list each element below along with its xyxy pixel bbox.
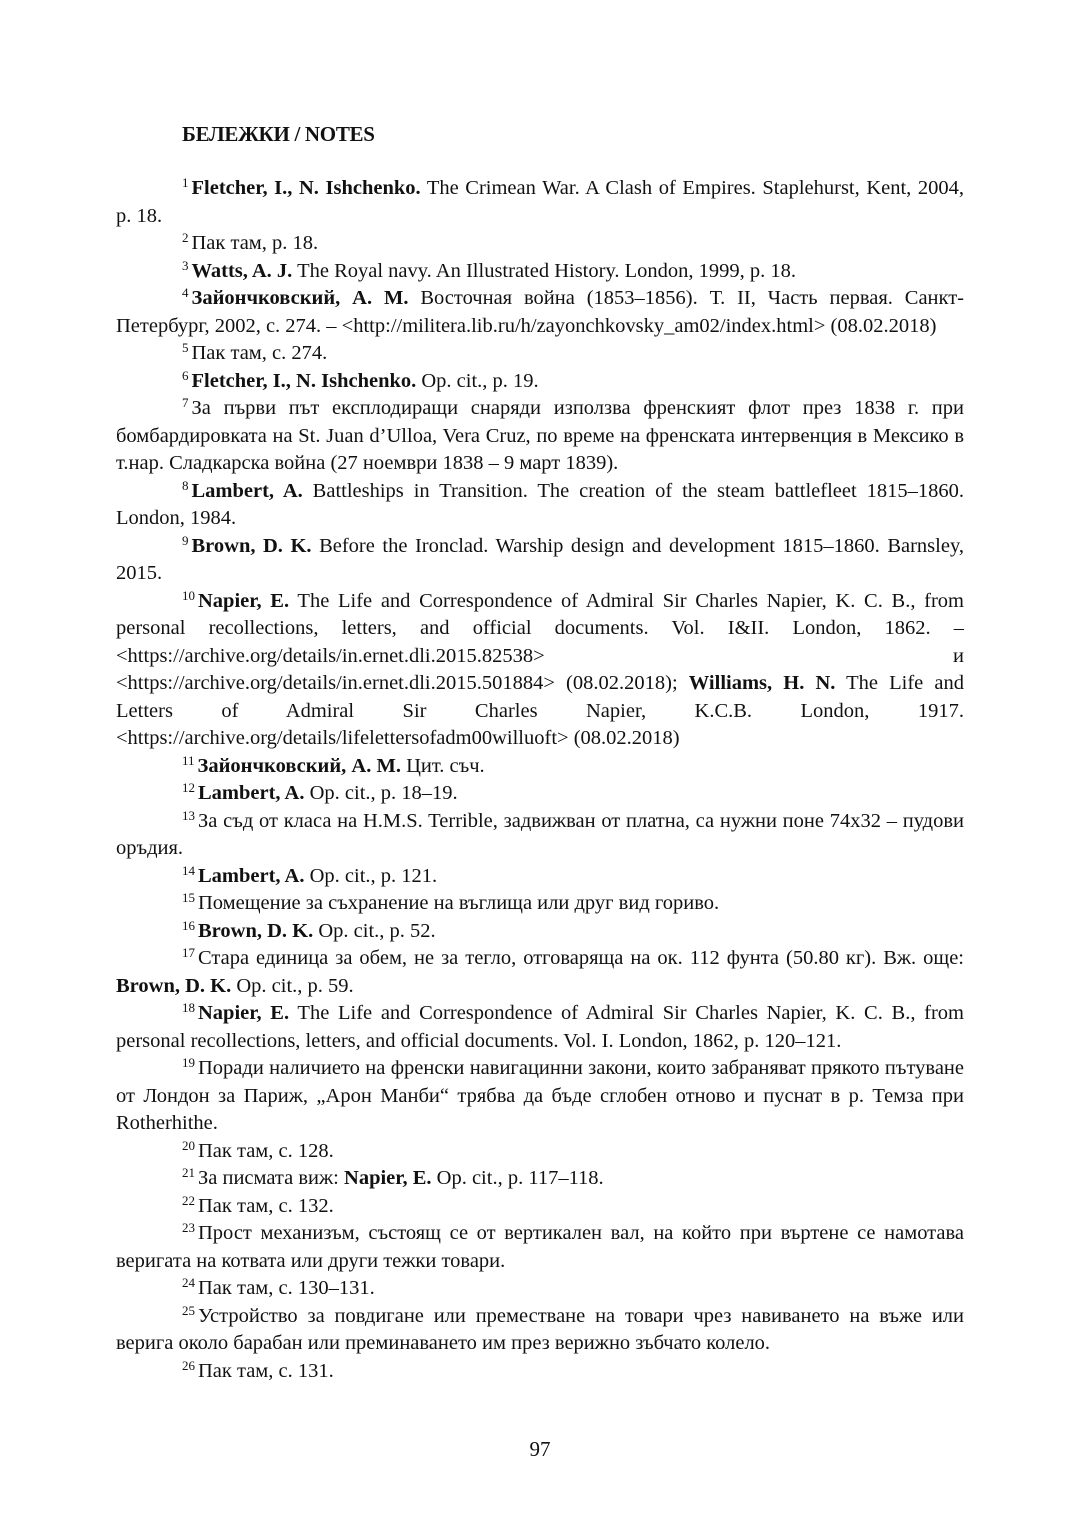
- note-text: The Life and Correspondence of Admiral Sir Charles Napier, K. C. B., from personal recollections, letters, and official documents. Vol. I&II. London, 1862. – <https://archive.org/details/in.ernet.dli.2015.82538> и <https://archive.org/details/in.ernet.dli.2015.501884> (08.02.2018);: [116, 589, 965, 694]
- note-number: 15: [182, 890, 195, 905]
- note-text-second: Op. cit., p. 117–118.: [431, 1167, 604, 1189]
- note-number: 20: [182, 1137, 195, 1153]
- note-1: [116, 175, 964, 230]
- note-author: Brown, D. K.: [198, 919, 314, 942]
- note-text: Стара единица за обем, не за тегло, отговаряща на ок. 112 фунта (50.80 кг). Вж. още:: [198, 947, 964, 969]
- note-text: Battleships in Transition. The creation of the steam battlefleet 1815–1860. London, 1984.: [116, 479, 964, 529]
- note-number: 26: [182, 1357, 195, 1373]
- note-5: [116, 340, 964, 368]
- note-author: Зайончковский, А. М.: [197, 754, 401, 777]
- note-15: [116, 890, 964, 918]
- note-20: [116, 1138, 964, 1166]
- note-12: [116, 780, 964, 808]
- note-text: За съд от класа на H.M.S. Terrible, задвижван от платна, са нужни поне 74х32 – пудови оръдия.: [116, 809, 964, 859]
- note-8: [116, 478, 964, 533]
- note-number: 11: [182, 752, 195, 768]
- note-text: Пак там, с. 128.: [198, 1139, 334, 1162]
- note-24: [116, 1275, 964, 1303]
- note-16: [116, 918, 964, 946]
- note-number: 2: [182, 230, 189, 245]
- note-author: Fletcher, I., N. Ishchenko.: [191, 177, 421, 199]
- note-7: [116, 395, 964, 478]
- note-19: [116, 1055, 964, 1138]
- note-text: Op. cit., p. 52.: [313, 919, 436, 942]
- note-number: 17: [182, 945, 195, 960]
- note-number: 18: [182, 1000, 195, 1015]
- note-author-second: Brown, D. K.: [116, 974, 232, 997]
- note-text: За първи път експлодиращи снаряди използва френският флот през 1838 г. при бомбардировката на St. Juan d’Ulloa, Vera Cruz, по време на френската интервенция в Мексико в т.нар. Сладкарска война (27 ноември 1838 – 9 март 1839).: [116, 397, 964, 474]
- note-text: Op. cit., p. 19.: [416, 369, 539, 392]
- note-text: Цит. съч.: [400, 754, 485, 777]
- note-number: 1: [182, 175, 189, 190]
- note-text: Op. cit., p. 18–19.: [304, 782, 458, 804]
- note-text-second: The Life and Letters of Admiral Sir Charles Napier, K.C.B. London, 1917. <https://archive.org/details/lifelettersofadm00willuoft> (08.02.2018): [116, 672, 965, 749]
- note-number: 24: [182, 1275, 195, 1290]
- note-3: [116, 258, 964, 286]
- note-text: Пак там, p. 18.: [191, 232, 319, 254]
- note-text: За писмата виж:: [198, 1167, 345, 1189]
- note-author-second: Williams, H. N.: [688, 672, 836, 694]
- note-number: 16: [182, 917, 195, 933]
- document-page: [116, 0, 964, 1536]
- note-17: [116, 945, 964, 1000]
- note-13: [116, 808, 964, 863]
- note-text: Устройство за повдигане или преместване на товари чрез навиването на въже или верига около барабан или преминаването им през верижно зъбчато колело.: [116, 1304, 964, 1354]
- note-text: Прост механизъм, състоящ се от вертикален вал, на който при въртене се намотава веригата на котвата или други тежки товари.: [116, 1222, 964, 1272]
- note-text: The Royal navy. An Illustrated History. London, 1999, p. 18.: [292, 259, 797, 282]
- note-text: The Crimean War. A Clash of Empires. Staplehurst, Kent, 2004, p. 18.: [116, 177, 964, 227]
- note-9: [116, 533, 964, 588]
- note-number: 10: [182, 587, 195, 603]
- note-text: Пак там, с. 131.: [198, 1359, 334, 1382]
- note-23: [116, 1220, 964, 1275]
- note-22: [116, 1193, 964, 1221]
- notes-heading: БЕЛЕЖКИ / NOTES: [182, 122, 375, 146]
- note-number: 8: [182, 477, 189, 493]
- note-author: Napier, E.: [198, 589, 290, 612]
- note-text: Пак там, с. 132.: [198, 1194, 334, 1217]
- page-number: 97: [529, 1437, 551, 1461]
- note-text: The Life and Correspondence of Admiral Sir Charles Napier, K. C. B., from personal recollections, letters, and official documents. Vol. I. London, 1862, p. 120–121.: [116, 1002, 965, 1052]
- note-text: Op. cit., p. 121.: [304, 864, 438, 887]
- note-14: [116, 863, 964, 891]
- note-21: [116, 1165, 964, 1193]
- note-text: Before the Ironclad. Warship design and development 1815–1860. Barnsley, 2015.: [116, 534, 964, 584]
- note-text: Пак там, с. 274.: [191, 342, 328, 364]
- note-text: Восточная война (1853–1856). Т. II, Часть первая. Санкт-Петербург, 2002, с. 274. – <http://militera.lib.ru/h/zayonchkovsky_am02/index.html> (08.02.2018): [116, 287, 964, 337]
- notes-list: [116, 175, 964, 1385]
- note-number: 22: [182, 1192, 195, 1208]
- note-number: 9: [182, 532, 189, 548]
- note-11: [116, 753, 964, 781]
- note-author: Napier, E.: [198, 1002, 290, 1024]
- note-number: 13: [182, 807, 195, 823]
- note-26: [116, 1358, 964, 1386]
- note-author: Lambert, A.: [198, 864, 305, 887]
- note-text: Пак там, с. 130–131.: [198, 1277, 375, 1299]
- note-number: 14: [182, 862, 195, 878]
- note-25: [116, 1303, 964, 1358]
- note-text: Поради наличието на френски навигацинни закони, които забраняват прякото пътуване от Лондон за Париж, „Арон Манби“ трябва да бъде сглобен отново и пуснат в р. Темза при Rotherhithe.: [116, 1057, 964, 1134]
- note-number: 3: [182, 257, 189, 273]
- note-author: Brown, D. K.: [191, 534, 312, 557]
- note-4: [116, 285, 964, 340]
- note-author: Зайончковский, А. М.: [191, 287, 409, 309]
- note-number: 23: [182, 1220, 195, 1235]
- note-number: 25: [182, 1302, 195, 1318]
- note-number: 7: [182, 395, 189, 410]
- note-number: 6: [182, 367, 189, 383]
- note-number: 12: [182, 780, 195, 795]
- note-number: 19: [182, 1055, 195, 1070]
- note-text: Помещение за съхранение на въглища или друг вид гориво.: [198, 892, 720, 914]
- note-number: 21: [182, 1165, 195, 1180]
- note-author-second: Napier, E.: [344, 1167, 432, 1189]
- note-author: Lambert, A.: [191, 479, 303, 502]
- note-6: [116, 368, 964, 396]
- note-author: Fletcher, I., N. Ishchenko.: [191, 369, 417, 392]
- note-number: 5: [182, 340, 189, 355]
- note-author: Lambert, A.: [198, 782, 305, 804]
- note-10: [116, 588, 964, 753]
- note-text-second: Op. cit., p. 59.: [231, 974, 354, 997]
- note-number: 4: [182, 285, 189, 300]
- note-18: [116, 1000, 964, 1055]
- note-author: Watts, A. J.: [191, 259, 293, 282]
- note-2: [116, 230, 964, 258]
